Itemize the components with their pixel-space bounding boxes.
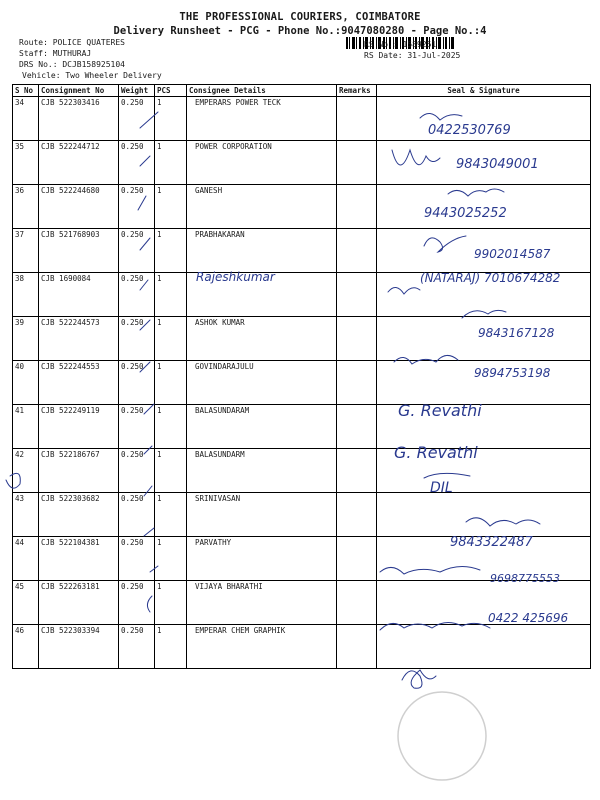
- signature-mark: [448, 189, 504, 196]
- consignee-cell: BALASUNDARAM: [187, 405, 337, 449]
- staff-label: Staff: MUTHURAJ: [19, 49, 92, 58]
- handwritten-consignee: Rajeshkumar: [196, 270, 275, 284]
- sno-cell: 42: [13, 449, 39, 493]
- pcs-cell: 1: [155, 141, 187, 185]
- consignment-cell: CJB 522303394: [39, 625, 119, 669]
- signature-text: 0422530769: [428, 123, 511, 138]
- weight-cell: 0.250: [119, 361, 155, 405]
- pcs-cell: 1: [155, 493, 187, 537]
- consignee-cell: PRABHAKARAN: [187, 229, 337, 273]
- weight-cell: 0.250: [119, 405, 155, 449]
- tick-mark: [144, 446, 152, 454]
- company-title: THE PROFESSIONAL COURIERS, COIMBATORE: [179, 11, 421, 23]
- col-pcs: PCS: [155, 85, 187, 97]
- consignment-cell: CJB 522244712: [39, 141, 119, 185]
- consignment-cell: CJB 522303682: [39, 493, 119, 537]
- weight-cell: 0.250: [119, 141, 155, 185]
- weight-cell: 0.250: [119, 449, 155, 493]
- tick-mark: [138, 196, 146, 210]
- sno-cell: 46: [13, 625, 39, 669]
- col-consignment: Consignment No: [39, 85, 119, 97]
- pcs-cell: 1: [155, 537, 187, 581]
- bottom-scribble: [402, 670, 436, 688]
- signature-text: 9894753198: [474, 366, 551, 380]
- tick-mark: [140, 362, 150, 372]
- sno-cell: 43: [13, 493, 39, 537]
- tick-mark: [140, 112, 158, 128]
- consignment-cell: CJB 522249119: [39, 405, 119, 449]
- consignee-cell: ASHOK KUMAR: [187, 317, 337, 361]
- consignment-cell: CJB 522263181: [39, 581, 119, 625]
- signature-text: (NATARAJ) 7010674282: [420, 271, 561, 285]
- pcs-cell: 1: [155, 405, 187, 449]
- consignee-cell: GANESH: [187, 185, 337, 229]
- signature-text: 9843322487: [450, 535, 533, 550]
- signature-mark: [424, 473, 470, 478]
- sno-cell: 38: [13, 273, 39, 317]
- weight-cell: 0.250: [119, 97, 155, 141]
- consignee-cell: EMPERAR CHEM GRAPHIK: [187, 625, 337, 669]
- sno-scribble: [6, 473, 20, 488]
- sno-cell: 40: [13, 361, 39, 405]
- pcs-cell: 1: [155, 317, 187, 361]
- drs-label: DRS No.: DCJB158925104: [19, 60, 125, 69]
- tick-mark: [140, 280, 148, 290]
- consignee-cell: SRINIVASAN: [187, 493, 337, 537]
- weight-cell: 0.250: [119, 317, 155, 361]
- consignee-cell: GOVINDARAJULU: [187, 361, 337, 405]
- signature-text: 9843049001: [456, 157, 539, 172]
- route-label: Route: POLICE QUATERES: [19, 38, 125, 47]
- vehicle-label: Vehicle: Two Wheeler Delivery: [22, 71, 162, 80]
- weight-cell: 0.250: [119, 581, 155, 625]
- tick-mark: [147, 596, 152, 612]
- signature-text: G. Revathi: [394, 443, 478, 462]
- weight-cell: 0.250: [119, 229, 155, 273]
- consignment-cell: CJB 521768903: [39, 229, 119, 273]
- col-remarks: Remarks: [337, 85, 377, 97]
- pcs-cell: 1: [155, 229, 187, 273]
- rs-number: RS No.: 1589251: [364, 40, 437, 49]
- pcs-cell: 1: [155, 449, 187, 493]
- col-sno: S No: [13, 85, 39, 97]
- consignment-cell: CJB 522244680: [39, 185, 119, 229]
- signature-text: 9443025252: [424, 206, 507, 221]
- pcs-cell: 1: [155, 581, 187, 625]
- pcs-cell: 1: [155, 625, 187, 669]
- tick-mark: [140, 320, 150, 330]
- signature-mark: [380, 566, 480, 574]
- sno-cell: 34: [13, 97, 39, 141]
- pcs-cell: 1: [155, 185, 187, 229]
- sno-cell: 35: [13, 141, 39, 185]
- tick-mark: [150, 566, 158, 572]
- weight-cell: 0.250: [119, 273, 155, 317]
- sno-cell: 45: [13, 581, 39, 625]
- pcs-cell: 1: [155, 273, 187, 317]
- signature-text: 9902014587: [474, 247, 551, 261]
- signature-text: 0422 425696: [488, 611, 569, 625]
- signature-mark: [380, 622, 490, 630]
- col-consignee: Consignee Details: [187, 85, 337, 97]
- consignment-cell: CJB 522186767: [39, 449, 119, 493]
- pcs-cell: 1: [155, 361, 187, 405]
- consignment-cell: CJB 522244553: [39, 361, 119, 405]
- signature-mark: [462, 310, 506, 318]
- consignment-cell: CJB 522244573: [39, 317, 119, 361]
- signature-text: 9843167128: [478, 326, 555, 340]
- consignee-cell: EMPERARS POWER TECK: [187, 97, 337, 141]
- consignee-cell: VIJAYA BHARATHI: [187, 581, 337, 625]
- runsheet-subtitle: Delivery Runsheet - PCG - Phone No.:9047080280 - Page No.:4: [113, 25, 487, 37]
- sno-cell: 44: [13, 537, 39, 581]
- tick-mark: [144, 528, 154, 536]
- signature-mark: [420, 113, 462, 120]
- col-weight: Weight: [119, 85, 155, 97]
- tick-mark: [144, 404, 154, 414]
- stamp-mark: [398, 692, 486, 780]
- tick-mark: [140, 238, 150, 250]
- tick-mark: [144, 486, 152, 496]
- signature-mark: [424, 236, 466, 252]
- signature-mark: [466, 518, 540, 526]
- signature-text: G. Revathi: [398, 401, 482, 420]
- sno-cell: 39: [13, 317, 39, 361]
- signature-mark: [388, 287, 420, 294]
- pcs-cell: 1: [155, 97, 187, 141]
- signature-mark: [392, 150, 440, 165]
- consignee-cell: PARVATHY: [187, 537, 337, 581]
- consignment-cell: CJB 1690084: [39, 273, 119, 317]
- signature-text: DIL: [430, 480, 453, 496]
- weight-cell: 0.250: [119, 537, 155, 581]
- consignee-cell: BALASUNDARM: [187, 449, 337, 493]
- consignment-cell: CJB 522303416: [39, 97, 119, 141]
- sno-cell: 37: [13, 229, 39, 273]
- rs-date: RS Date: 31-Jul-2025: [364, 51, 461, 60]
- signature-mark: [394, 355, 458, 364]
- weight-cell: 0.250: [119, 493, 155, 537]
- signature-text: 9698775553: [490, 572, 560, 585]
- tick-mark: [140, 156, 150, 166]
- weight-cell: 0.250: [119, 625, 155, 669]
- sno-cell: 41: [13, 405, 39, 449]
- consignment-cell: CJB 522104381: [39, 537, 119, 581]
- consignee-cell: POWER CORPORATION: [187, 141, 337, 185]
- col-signature: Seal & Signature: [377, 85, 591, 97]
- weight-cell: 0.250: [119, 185, 155, 229]
- sno-cell: 36: [13, 185, 39, 229]
